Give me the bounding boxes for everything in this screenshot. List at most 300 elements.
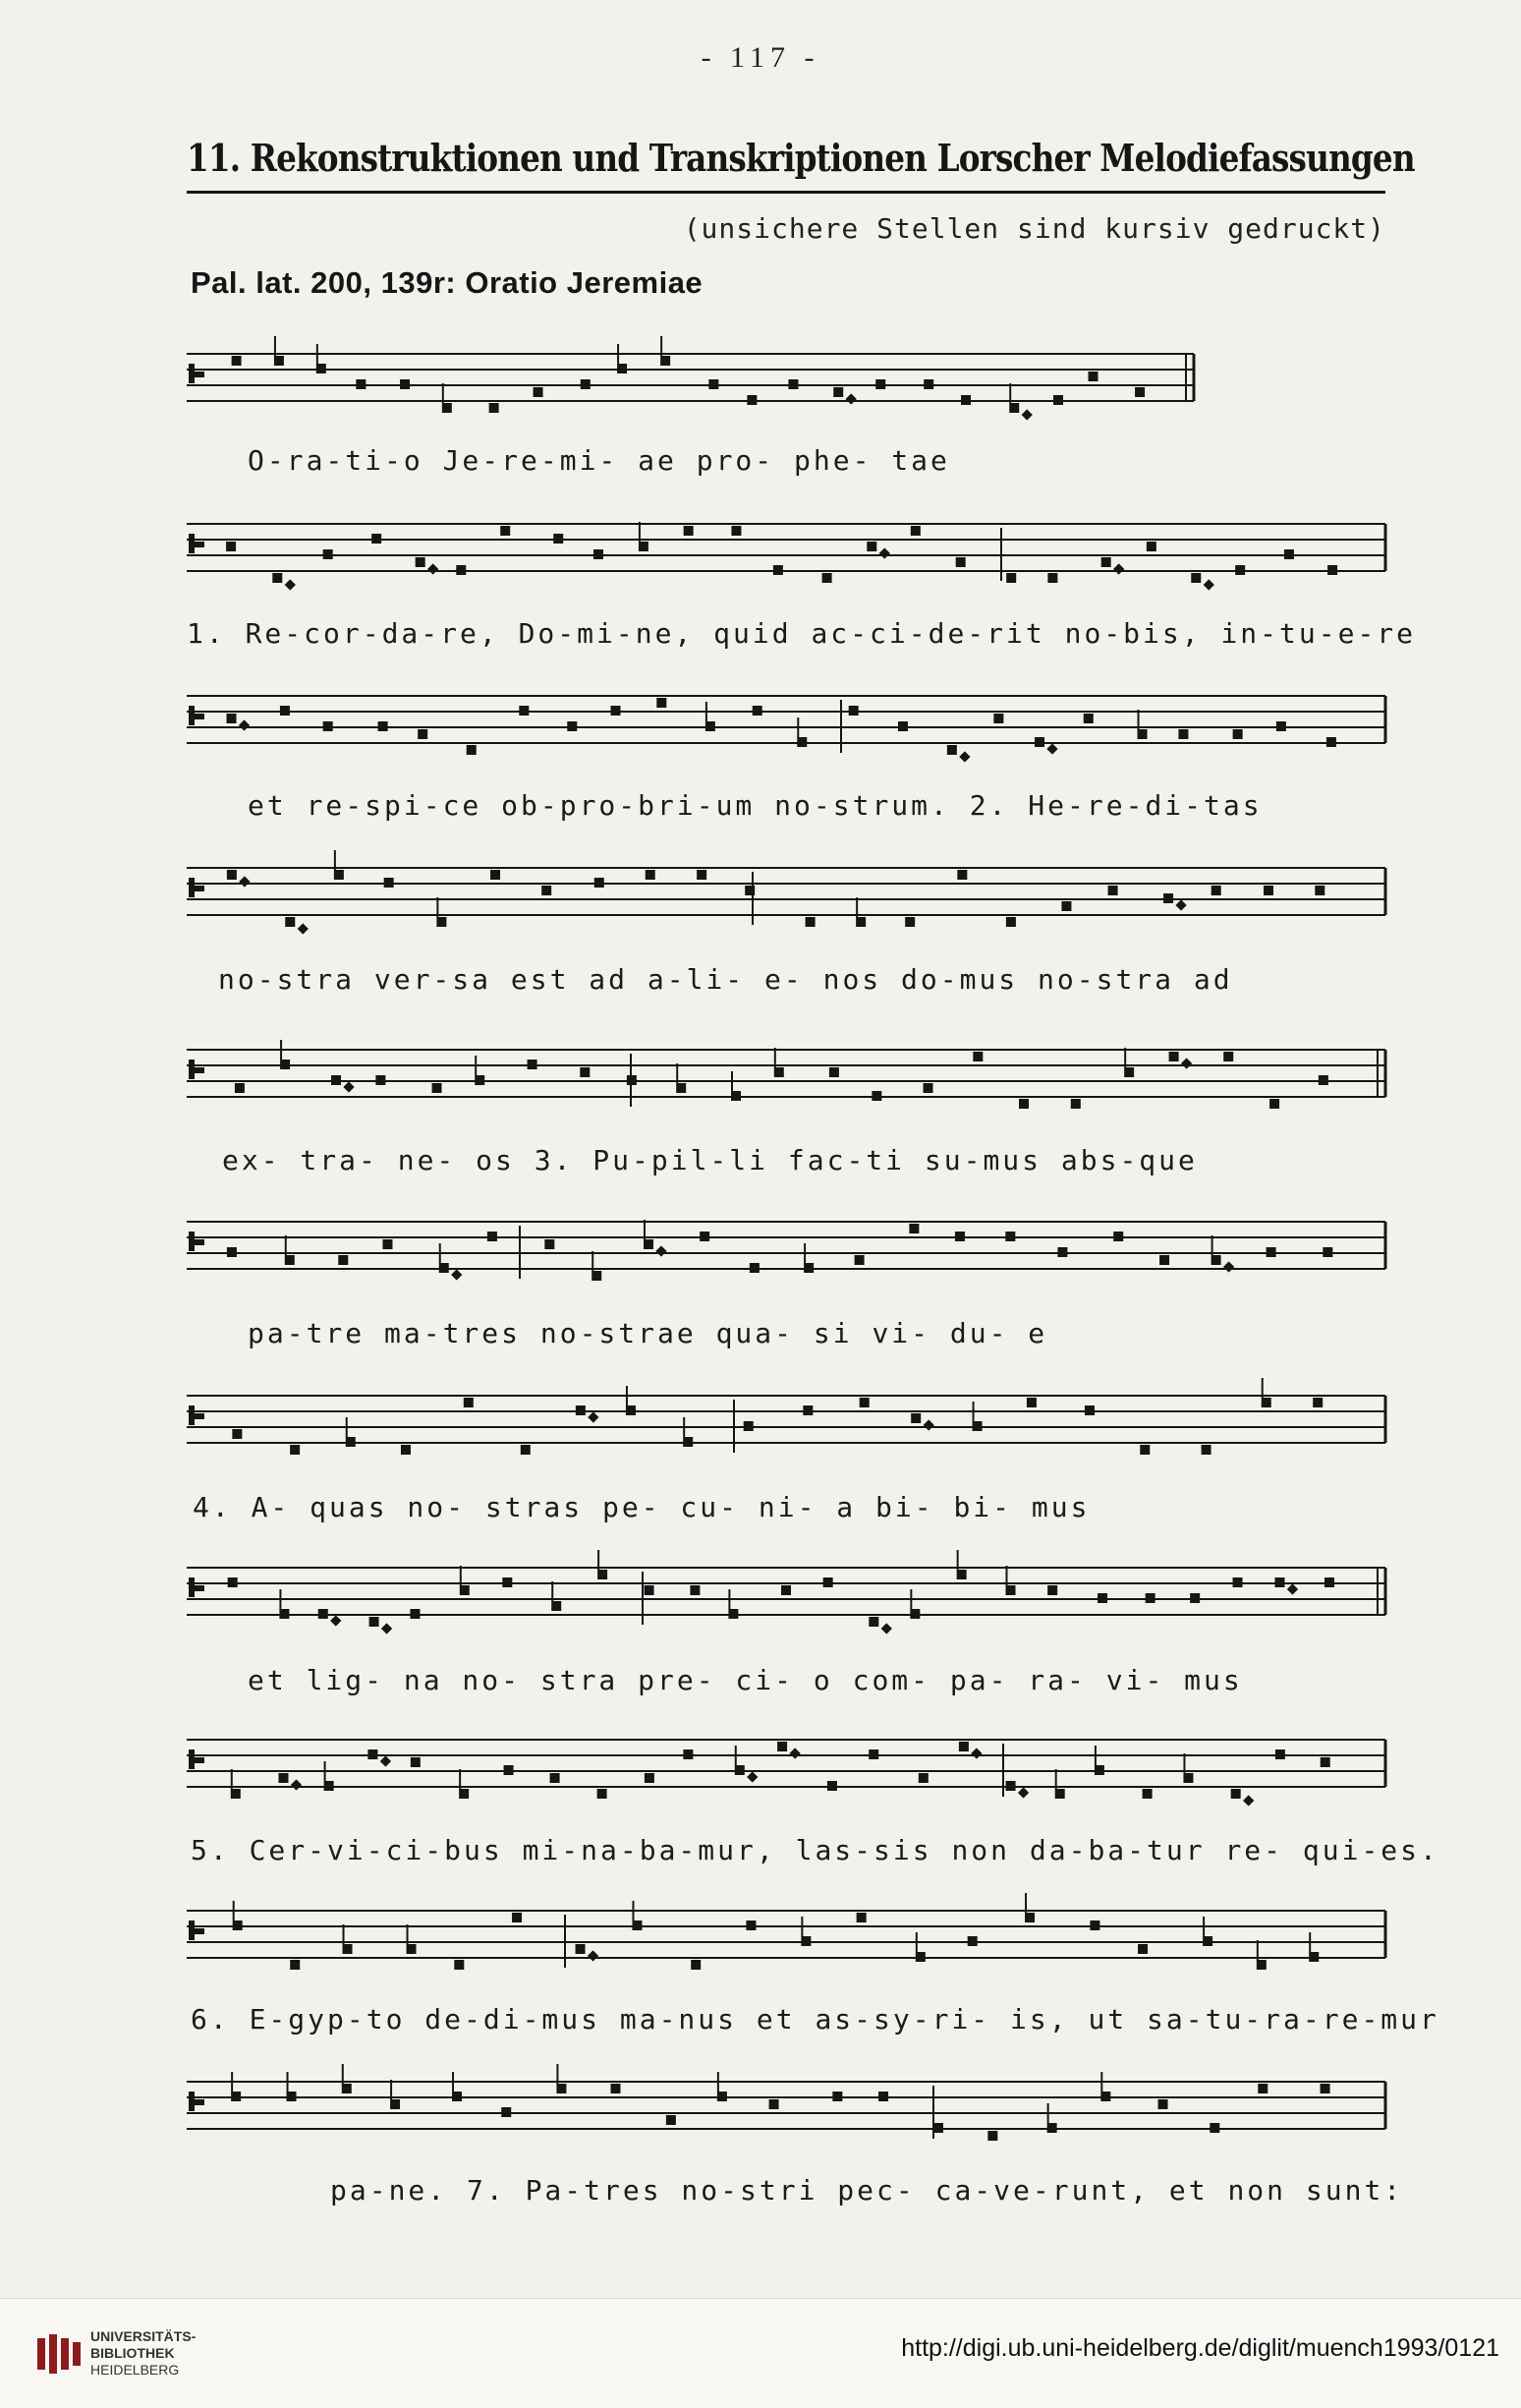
- lyric-line: 4. A- quas no- stras pe- cu- ni- a bi- bi- mus: [193, 1491, 1091, 1523]
- square-neume-note: [544, 1239, 554, 1249]
- square-neume-note: [829, 1067, 839, 1077]
- square-neume-note: [490, 870, 500, 880]
- c-clef-icon: [189, 1232, 195, 1251]
- square-neume-note: [346, 1437, 356, 1447]
- square-neume-note: [456, 565, 466, 575]
- square-neume-note: [1319, 1075, 1328, 1085]
- square-neume-note: [1138, 729, 1148, 739]
- square-neume-note: [231, 1789, 241, 1799]
- square-neume-note: [924, 379, 933, 389]
- square-neume-note: [916, 1952, 926, 1962]
- square-neume-note: [823, 1577, 833, 1587]
- square-neume-note: [728, 1609, 738, 1619]
- rhombus-note: [789, 1748, 800, 1758]
- square-neume-note: [594, 878, 604, 888]
- square-neume-note: [1009, 403, 1019, 413]
- square-neume-note: [432, 1083, 442, 1093]
- square-neume-note: [827, 1781, 837, 1791]
- square-neume-note: [832, 2092, 842, 2101]
- square-neume-note: [323, 549, 333, 559]
- square-neume-note: [1284, 549, 1294, 559]
- square-neume-note: [774, 1067, 784, 1077]
- square-neume-note: [331, 1075, 341, 1085]
- square-neume-note: [1169, 1052, 1179, 1061]
- square-neume-note: [342, 2084, 352, 2093]
- square-neume-note: [227, 870, 237, 880]
- square-neume-note: [232, 1429, 242, 1439]
- square-neume-note: [551, 1601, 561, 1611]
- square-neume-note: [323, 721, 333, 731]
- rhombus-note: [588, 1950, 598, 1961]
- c-clef-icon: [195, 1239, 204, 1245]
- square-neume-note: [452, 2092, 462, 2101]
- square-neume-note: [849, 706, 859, 716]
- rhombus-note: [747, 1771, 758, 1782]
- square-neume-note: [290, 1445, 300, 1455]
- rhombus-note: [451, 1269, 462, 1280]
- c-clef-icon: [195, 1757, 204, 1763]
- square-neume-note: [1084, 714, 1094, 723]
- rhombus-note: [1018, 1787, 1029, 1798]
- square-neume-note: [356, 379, 366, 389]
- square-neume-note: [753, 706, 762, 716]
- square-neume-note: [773, 565, 783, 575]
- square-neume-note: [690, 1585, 700, 1595]
- square-neume-note: [646, 870, 655, 880]
- c-clef-icon: [195, 714, 204, 719]
- c-clef-icon: [195, 1928, 204, 1934]
- rhombus-note: [959, 751, 970, 762]
- lyric-line: et re-spi-ce ob-pro-bri-um no-strum. 2. He-re-di-tas: [248, 789, 1263, 822]
- square-neume-note: [1005, 1232, 1015, 1241]
- square-neume-note: [1178, 729, 1188, 739]
- square-neume-note: [593, 549, 603, 559]
- rhombus-note: [588, 1411, 598, 1422]
- square-neume-note: [502, 1577, 512, 1587]
- c-clef-icon: [195, 1067, 204, 1073]
- c-clef-icon: [195, 372, 204, 377]
- square-neume-note: [617, 364, 627, 373]
- square-neume-note: [1202, 1445, 1211, 1455]
- c-clef-icon: [189, 534, 195, 553]
- square-neume-note: [581, 379, 591, 389]
- rhombus-note: [427, 563, 438, 574]
- square-neume-note: [1211, 886, 1221, 895]
- rhombus-note: [971, 1748, 982, 1758]
- library-name: UNIVERSITÄTS- BIBLIOTHEK HEIDELBERG: [90, 2328, 197, 2378]
- square-neume-note: [804, 1263, 814, 1273]
- square-neume-note: [1090, 1921, 1099, 1930]
- square-neume-note: [933, 2123, 943, 2133]
- square-neume-note: [1276, 721, 1286, 731]
- square-neume-note: [1267, 1247, 1276, 1257]
- square-neume-note: [1100, 2092, 1110, 2101]
- square-neume-note: [1098, 1593, 1107, 1603]
- square-neume-note: [1309, 1952, 1319, 1962]
- square-neume-note: [856, 917, 866, 927]
- square-neume-note: [797, 737, 807, 747]
- square-neume-note: [279, 1609, 289, 1619]
- square-neume-note: [1274, 1577, 1284, 1587]
- rhombus-note: [879, 547, 890, 558]
- square-neume-note: [656, 698, 666, 708]
- square-neume-note: [869, 1617, 878, 1627]
- square-neume-note: [1223, 1052, 1233, 1061]
- square-neume-note: [957, 1570, 967, 1579]
- rhombus-note: [1175, 899, 1186, 910]
- square-neume-note: [467, 745, 477, 755]
- square-neume-note: [626, 1405, 636, 1415]
- square-neume-note: [233, 1921, 243, 1930]
- c-clef-icon: [189, 1921, 195, 1940]
- square-neume-note: [1158, 2099, 1168, 2109]
- square-neume-note: [580, 1067, 590, 1077]
- square-neume-note: [1006, 917, 1016, 927]
- square-neume-note: [1147, 542, 1156, 551]
- square-neume-note: [803, 1405, 813, 1415]
- permalink-url[interactable]: http://digi.ub.uni-heidelberg.de/diglit/muench1993/0121: [901, 2334, 1499, 2362]
- square-neume-note: [875, 379, 885, 389]
- lyric-line: ex- tra- ne- os 3. Pu-pil-li fac-ti su-mus abs-que: [222, 1144, 1198, 1176]
- square-neume-note: [1257, 1960, 1267, 1970]
- square-neume-note: [382, 1239, 392, 1249]
- rhombus-note: [1243, 1795, 1254, 1806]
- square-neume-note: [279, 1773, 289, 1783]
- square-neume-note: [512, 1913, 522, 1922]
- square-neume-note: [676, 1083, 686, 1093]
- square-neume-note: [338, 1255, 348, 1265]
- square-neume-note: [660, 356, 670, 366]
- square-neume-note: [290, 1960, 300, 1970]
- square-neume-note: [597, 1789, 607, 1799]
- square-neume-note: [1313, 1398, 1323, 1407]
- square-neume-note: [235, 1083, 245, 1093]
- c-clef-icon: [189, 364, 195, 383]
- square-neume-note: [683, 1749, 693, 1759]
- square-neume-note: [1264, 886, 1273, 895]
- square-neume-note: [911, 526, 921, 536]
- manuscript-source: Pal. lat. 200, 139r: Oratio Jeremiae: [191, 265, 704, 300]
- square-neume-note: [959, 1742, 969, 1751]
- rhombus-note: [846, 393, 857, 404]
- square-neume-note: [411, 1757, 421, 1767]
- university-library-logo-icon: [33, 2328, 84, 2379]
- square-neume-note: [1146, 1593, 1155, 1603]
- rhombus-note: [380, 1755, 391, 1766]
- square-neume-note: [1323, 1247, 1332, 1257]
- square-neume-note: [343, 1944, 353, 1954]
- square-neume-note: [1321, 1757, 1330, 1767]
- square-neume-note: [666, 2115, 676, 2125]
- c-clef-icon: [189, 1060, 195, 1079]
- square-neume-note: [924, 1083, 933, 1093]
- square-neume-note: [550, 1773, 560, 1783]
- square-neume-note: [459, 1789, 469, 1799]
- rhombus-note: [330, 1615, 341, 1626]
- square-neume-note: [1006, 1781, 1016, 1791]
- rhombus-note: [881, 1623, 892, 1634]
- square-neume-note: [1138, 1944, 1148, 1954]
- square-neume-note: [454, 1960, 464, 1970]
- square-neume-note: [272, 573, 282, 583]
- square-neume-note: [735, 1765, 745, 1775]
- square-neume-note: [1047, 1585, 1057, 1595]
- c-clef-icon: [195, 2099, 204, 2105]
- lyric-line: no-stra ver-sa est ad a-li- e- nos do-mus no-stra ad: [218, 963, 1233, 996]
- square-neume-note: [1006, 1585, 1016, 1595]
- c-clef-icon: [189, 878, 195, 897]
- rhombus-note: [655, 1245, 666, 1256]
- square-neume-note: [410, 1609, 420, 1619]
- square-neume-note: [1108, 886, 1118, 895]
- square-neume-note: [521, 1445, 531, 1455]
- square-neume-note: [744, 1421, 754, 1431]
- square-neume-note: [1321, 2084, 1330, 2093]
- square-neume-note: [867, 542, 876, 551]
- square-neume-note: [489, 403, 499, 413]
- square-neume-note: [746, 1921, 756, 1930]
- square-neume-note: [1258, 2084, 1268, 2093]
- rhombus-note: [1223, 1261, 1234, 1272]
- square-neume-note: [956, 557, 966, 567]
- square-neume-note: [1315, 886, 1324, 895]
- square-neume-note: [697, 870, 706, 880]
- square-neume-note: [691, 1960, 701, 1970]
- c-clef-icon: [189, 706, 195, 725]
- square-neume-note: [857, 1913, 867, 1922]
- transcription-note: (unsichere Stellen sind kursiv gedruckt): [683, 212, 1385, 245]
- square-neume-note: [371, 534, 381, 544]
- square-neume-note: [1053, 395, 1063, 405]
- square-neume-note: [475, 1075, 484, 1085]
- square-neume-note: [700, 1232, 709, 1241]
- square-neume-note: [534, 387, 543, 397]
- square-neume-note: [274, 356, 284, 366]
- square-neume-note: [1327, 565, 1337, 575]
- c-clef-icon: [189, 1577, 195, 1597]
- square-neume-note: [644, 1239, 653, 1249]
- square-neume-note: [632, 1921, 642, 1930]
- square-neume-note: [400, 379, 410, 389]
- square-neume-note: [407, 1944, 417, 1954]
- square-neume-note: [750, 1263, 760, 1273]
- square-neume-note: [1101, 557, 1111, 567]
- square-neume-note: [280, 706, 290, 716]
- square-neume-note: [1061, 901, 1071, 911]
- square-neume-note: [439, 1263, 449, 1273]
- square-neume-note: [1006, 573, 1016, 583]
- square-neume-note: [316, 364, 326, 373]
- square-neume-note: [231, 2092, 241, 2101]
- square-neume-note: [1124, 1067, 1134, 1077]
- section-heading: 11. Rekonstruktionen und Transkriptionen Lorscher Melodiefassungen: [187, 136, 1415, 180]
- square-neume-note: [909, 1224, 919, 1233]
- square-neume-note: [1135, 387, 1145, 397]
- page-number: - 117 -: [701, 41, 820, 74]
- rhombus-note: [239, 719, 250, 730]
- square-neume-note: [576, 1405, 586, 1415]
- rhombus-note: [1287, 1583, 1298, 1594]
- rhombus-note: [239, 876, 250, 887]
- square-neume-note: [553, 534, 563, 544]
- square-neume-note: [1047, 573, 1057, 583]
- square-neume-note: [987, 2131, 997, 2141]
- square-neume-note: [1324, 1577, 1334, 1587]
- square-neume-note: [367, 1749, 377, 1759]
- square-neume-note: [528, 1060, 537, 1069]
- square-neume-note: [318, 1609, 328, 1619]
- square-neume-note: [1262, 1398, 1271, 1407]
- square-neume-note: [1231, 1789, 1241, 1799]
- square-neume-note: [369, 1617, 379, 1627]
- square-neume-note: [500, 526, 510, 536]
- square-neume-note: [375, 1075, 385, 1085]
- square-neume-note: [1027, 1398, 1037, 1407]
- rhombus-note: [381, 1623, 392, 1634]
- square-neume-note: [955, 1232, 965, 1241]
- c-clef-icon: [189, 2092, 195, 2111]
- square-neume-note: [993, 714, 1003, 723]
- square-neume-note: [501, 2107, 511, 2117]
- square-neume-note: [833, 387, 843, 397]
- square-neume-note: [1163, 893, 1173, 903]
- square-neume-note: [1235, 565, 1245, 575]
- square-neume-note: [869, 1749, 878, 1759]
- square-neume-note: [384, 878, 394, 888]
- square-neume-note: [684, 526, 694, 536]
- square-neume-note: [645, 1773, 654, 1783]
- square-neume-note: [232, 356, 242, 366]
- square-neume-note: [1159, 1255, 1169, 1265]
- square-neume-note: [878, 2092, 888, 2101]
- square-neume-note: [777, 1742, 787, 1751]
- square-neume-note: [1071, 1099, 1081, 1109]
- square-neume-note: [1183, 1773, 1193, 1783]
- square-neume-note: [1095, 1765, 1104, 1775]
- rhombus-note: [291, 1779, 302, 1790]
- lyric-line: pa-ne. 7. Pa-tres no-stri pec- ca-ve-runt, et non sunt:: [330, 2174, 1404, 2207]
- square-neume-note: [731, 1091, 741, 1101]
- square-neume-note: [919, 1773, 929, 1783]
- square-neume-note: [1211, 1255, 1221, 1265]
- square-neume-note: [905, 917, 915, 927]
- square-neume-note: [287, 2092, 297, 2101]
- square-neume-note: [592, 1271, 601, 1281]
- rhombus-note: [343, 1081, 354, 1092]
- square-neume-note: [898, 721, 908, 731]
- square-neume-note: [806, 917, 816, 927]
- square-neume-note: [576, 1944, 586, 1954]
- square-neume-note: [1089, 372, 1098, 381]
- rhombus-note: [1113, 563, 1124, 574]
- square-neume-note: [610, 2084, 620, 2093]
- c-clef-icon: [189, 1749, 195, 1769]
- square-neume-note: [1326, 737, 1336, 747]
- square-neume-note: [1140, 1445, 1150, 1455]
- rhombus-note: [924, 1419, 934, 1430]
- square-neume-note: [1035, 737, 1044, 747]
- square-neume-note: [910, 1609, 920, 1619]
- lyric-line: 5. Cer-vi-ci-bus mi-na-ba-mur, las-sis non da-ba-tur re- qui-es.: [191, 1834, 1439, 1866]
- square-neume-note: [324, 1781, 334, 1791]
- square-neume-note: [556, 2084, 566, 2093]
- square-neume-note: [645, 1585, 654, 1595]
- square-neume-note: [436, 917, 446, 927]
- square-neume-note: [973, 1421, 983, 1431]
- c-clef-icon: [189, 1405, 195, 1425]
- square-neume-note: [1210, 2123, 1219, 2133]
- square-neume-note: [973, 1052, 983, 1061]
- c-clef-icon: [195, 542, 204, 547]
- square-neume-note: [611, 706, 621, 716]
- square-neume-note: [1233, 729, 1243, 739]
- square-neume-note: [1055, 1789, 1065, 1799]
- square-neume-note: [769, 2099, 779, 2109]
- square-neume-note: [639, 542, 648, 551]
- square-neume-note: [390, 2099, 400, 2109]
- square-neume-note: [487, 1232, 497, 1241]
- rhombus-note: [1022, 409, 1033, 420]
- square-neume-note: [285, 1255, 295, 1265]
- rhombus-note: [1204, 579, 1214, 590]
- square-neume-note: [1047, 2123, 1057, 2133]
- square-neume-note: [947, 745, 957, 755]
- square-neume-note: [541, 886, 551, 895]
- lyric-line: O-ra-ti-o Je-re-mi- ae pro- phe- tae: [248, 444, 950, 477]
- square-neume-note: [1057, 1247, 1067, 1257]
- square-neume-note: [683, 1437, 693, 1447]
- square-neume-note: [860, 1398, 870, 1407]
- square-neume-note: [597, 1570, 607, 1579]
- square-neume-note: [961, 395, 971, 405]
- square-neume-note: [1269, 1099, 1279, 1109]
- library-footer: [0, 2298, 1521, 2408]
- c-clef-icon: [195, 1413, 204, 1419]
- square-neume-note: [227, 714, 237, 723]
- rhombus-note: [298, 923, 309, 934]
- square-neume-note: [334, 870, 344, 880]
- square-neume-note: [1025, 1913, 1035, 1922]
- square-neume-note: [416, 557, 425, 567]
- square-neume-note: [1113, 1232, 1123, 1241]
- square-neume-note: [1233, 1577, 1243, 1587]
- square-neume-note: [708, 379, 718, 389]
- square-neume-note: [872, 1091, 881, 1101]
- square-neume-note: [717, 2092, 727, 2101]
- square-neume-note: [788, 379, 798, 389]
- lyric-line: 6. E-gyp-to de-di-mus ma-nus et as-sy-ri- is, ut sa-tu-ra-re-mur: [191, 2003, 1439, 2035]
- square-neume-note: [280, 1060, 290, 1069]
- square-neume-note: [957, 870, 967, 880]
- square-neume-note: [855, 1255, 865, 1265]
- c-clef-icon: [195, 886, 204, 891]
- square-neume-note: [731, 526, 741, 536]
- lyric-line: 1. Re-cor-da-re, Do-mi-ne, quid ac-ci-de-rit no-bis, in-tu-e-re: [187, 617, 1417, 650]
- square-neume-note: [401, 1445, 411, 1455]
- square-neume-note: [1191, 573, 1201, 583]
- lyric-line: et lig- na no- stra pre- ci- o com- pa- ra- vi- mus: [248, 1664, 1243, 1696]
- square-neume-note: [968, 1936, 978, 1946]
- square-neume-note: [1085, 1405, 1095, 1415]
- square-neume-note: [1143, 1789, 1153, 1799]
- square-neume-note: [781, 1585, 791, 1595]
- square-neume-note: [801, 1936, 811, 1946]
- rhombus-note: [285, 579, 296, 590]
- square-neume-note: [464, 1398, 474, 1407]
- square-neume-note: [418, 729, 427, 739]
- square-neume-note: [567, 721, 577, 731]
- square-neume-note: [285, 917, 295, 927]
